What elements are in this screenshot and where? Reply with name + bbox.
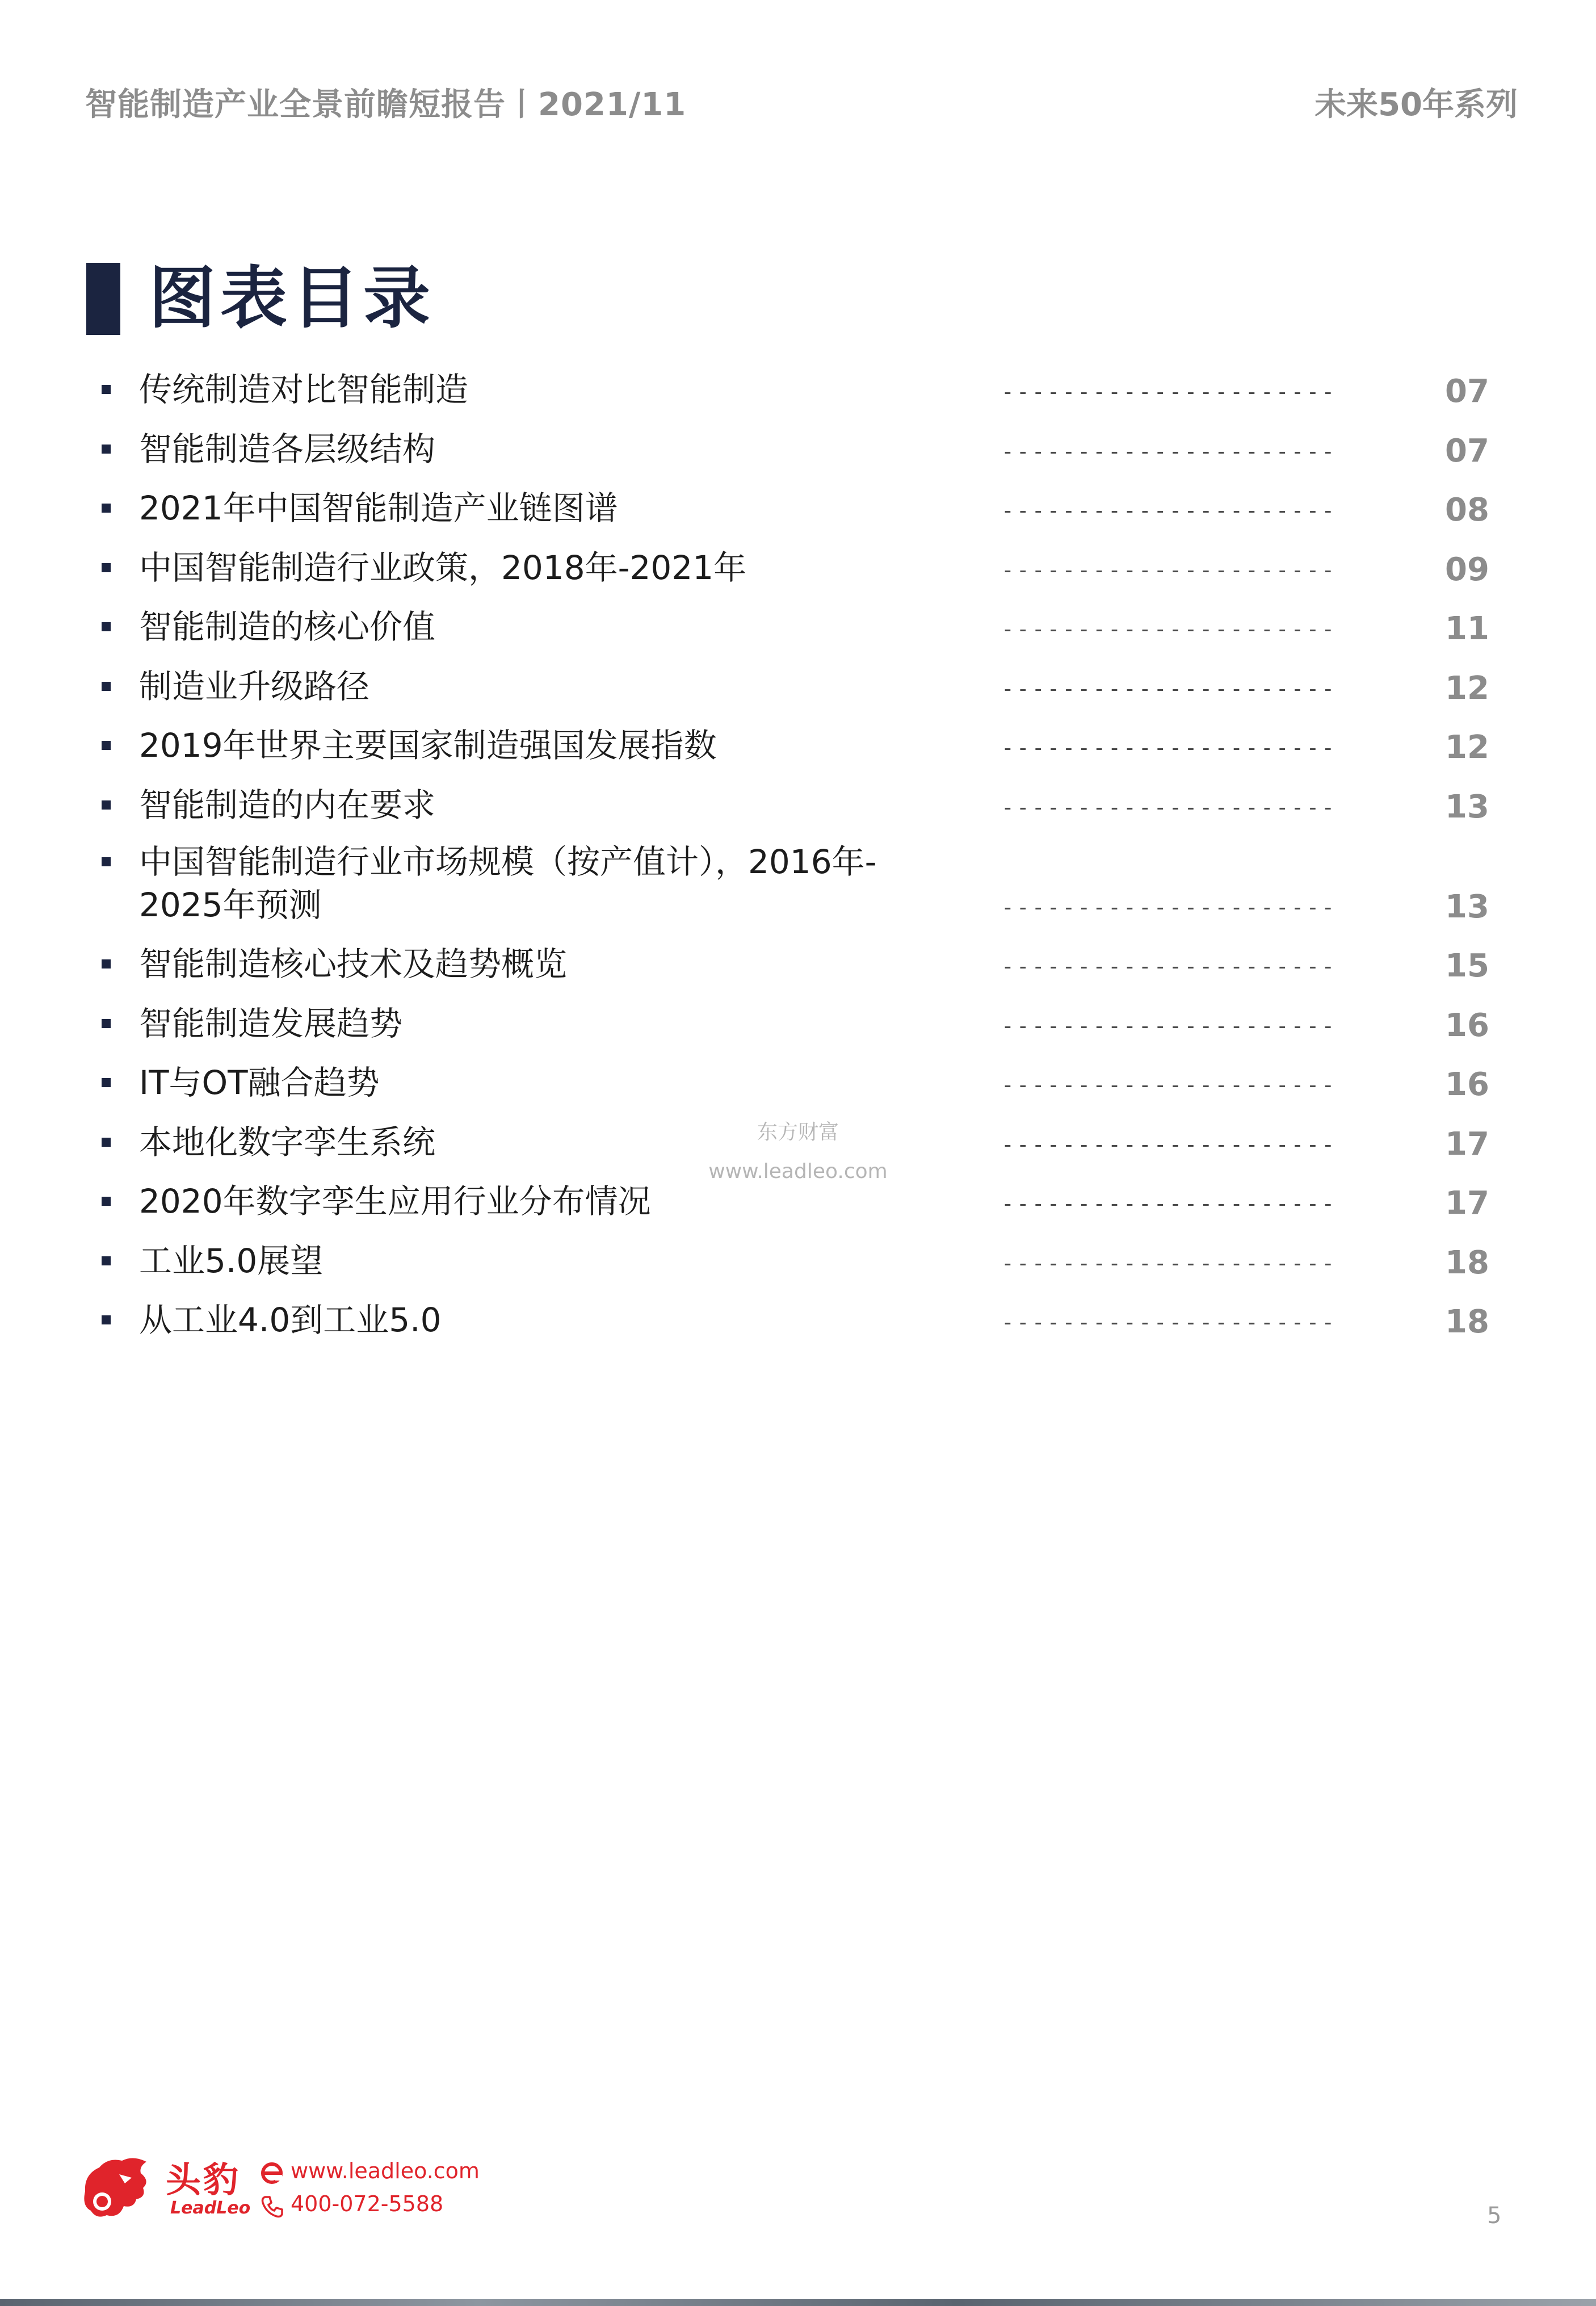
- toc-item-label: 智能制造的内在要求: [139, 786, 436, 824]
- toc-item-label: 从工业4.0到工业5.0: [139, 1301, 442, 1339]
- phone-icon: [258, 2192, 285, 2220]
- toc-item-label: 中国智能制造行业市场规模（按产值计），2016年- 2025年预测: [139, 842, 877, 924]
- toc-page-number: 07: [1445, 433, 1489, 469]
- bullet-square-icon: [102, 857, 111, 866]
- toc-item-label: 2020年数字孪生应用行业分布情况: [139, 1182, 651, 1221]
- bullet-square-icon: [102, 504, 111, 513]
- bullet-square-icon: [102, 445, 111, 454]
- toc-item-label: 制造业升级路径: [139, 667, 370, 706]
- toc-page-number: 09: [1445, 551, 1489, 588]
- toc-page-number: 07: [1445, 373, 1489, 410]
- leader-dots: ----------------------: [1001, 954, 1337, 979]
- leader-dots: ----------------------: [1001, 557, 1337, 582]
- toc-item-label: 本地化数字孪生系统: [139, 1123, 436, 1162]
- logo-chinese-name: 头豹: [166, 2159, 241, 2200]
- toc-page-number: 08: [1445, 492, 1489, 529]
- leader-dots: ----------------------: [1001, 1132, 1337, 1157]
- bullet-square-icon: [102, 682, 111, 691]
- bullet-square-icon: [102, 959, 111, 968]
- toc-page-number: 18: [1445, 1303, 1489, 1340]
- watermark-url: www.leadleo.com: [708, 1160, 888, 1183]
- leader-dots: ----------------------: [1001, 676, 1337, 701]
- toc-item-label: 工业5.0展望: [139, 1242, 324, 1280]
- page-title: 图表目录: [149, 259, 435, 337]
- toc-page-number: 13: [1445, 888, 1489, 925]
- leader-dots: ----------------------: [1001, 498, 1337, 523]
- leader-dots: ----------------------: [1001, 895, 1337, 920]
- leader-dots: ----------------------: [1001, 1191, 1337, 1216]
- leader-dots: ----------------------: [1001, 1072, 1337, 1097]
- toc-page-number: 16: [1445, 1066, 1489, 1103]
- toc-page-number: 17: [1445, 1185, 1489, 1222]
- toc-item-label: 2019年世界主要国家制造强国发展指数: [139, 726, 717, 765]
- bullet-square-icon: [102, 385, 111, 394]
- toc-item-label: 智能制造核心技术及趋势概览: [139, 945, 568, 983]
- toc-item-label: 智能制造发展趋势: [139, 1004, 403, 1043]
- toc-item-label: 中国智能制造行业政策，2018年-2021年: [139, 548, 747, 587]
- web-e-icon: [258, 2160, 285, 2187]
- bullet-square-icon: [102, 1256, 111, 1265]
- toc-page-number: 16: [1445, 1007, 1489, 1044]
- bullet-square-icon: [102, 1315, 111, 1324]
- leader-dots: ----------------------: [1001, 1251, 1337, 1276]
- leader-dots: ----------------------: [1001, 439, 1337, 464]
- toc-page-number: 15: [1445, 947, 1489, 984]
- bullet-square-icon: [102, 741, 111, 750]
- watermark-text: 东方财富: [757, 1121, 839, 1144]
- report-title: 智能制造产业全景前瞻短报告丨2021/11: [85, 86, 687, 123]
- leader-dots: ----------------------: [1001, 735, 1337, 760]
- bullet-square-icon: [102, 622, 111, 631]
- logo-english-name: LeadLeo: [170, 2198, 251, 2218]
- bullet-square-icon: [102, 563, 111, 572]
- bullet-square-icon: [102, 1019, 111, 1028]
- toc-item-label: 智能制造的核心价值: [139, 607, 436, 646]
- toc-page-number: 12: [1445, 729, 1489, 766]
- bullet-square-icon: [102, 1078, 111, 1087]
- toc-page-number: 13: [1445, 789, 1489, 825]
- page-number: 5: [1487, 2203, 1502, 2229]
- series-label: 未来50年系列: [1314, 86, 1518, 123]
- leader-dots: ----------------------: [1001, 795, 1337, 820]
- toc-page-number: 17: [1445, 1126, 1489, 1163]
- leader-dots: ----------------------: [1001, 379, 1337, 404]
- toc-page-number: 18: [1445, 1244, 1489, 1281]
- phone-number: 400-072-5588: [291, 2191, 444, 2216]
- toc-item-label: 智能制造各层级结构: [139, 430, 436, 468]
- website-link[interactable]: www.leadleo.com: [291, 2158, 480, 2183]
- bullet-square-icon: [102, 800, 111, 810]
- toc-item-label: IT与OT融合趋势: [139, 1063, 380, 1102]
- toc-page-number: 12: [1445, 670, 1489, 707]
- leader-dots: ----------------------: [1001, 617, 1337, 642]
- lion-logo-icon: [79, 2152, 153, 2225]
- leader-dots: ----------------------: [1001, 1310, 1337, 1335]
- bullet-square-icon: [102, 1197, 111, 1206]
- toc-item-label: 2021年中国智能制造产业链图谱: [139, 489, 618, 527]
- bottom-border: [0, 2299, 1596, 2306]
- toc-item-label: 传统制造对比智能制造: [139, 370, 469, 409]
- title-accent-bar: [86, 263, 120, 335]
- leader-dots: ----------------------: [1001, 1013, 1337, 1038]
- leadleo-logo: [79, 2152, 480, 2225]
- toc-page-number: 11: [1445, 610, 1489, 647]
